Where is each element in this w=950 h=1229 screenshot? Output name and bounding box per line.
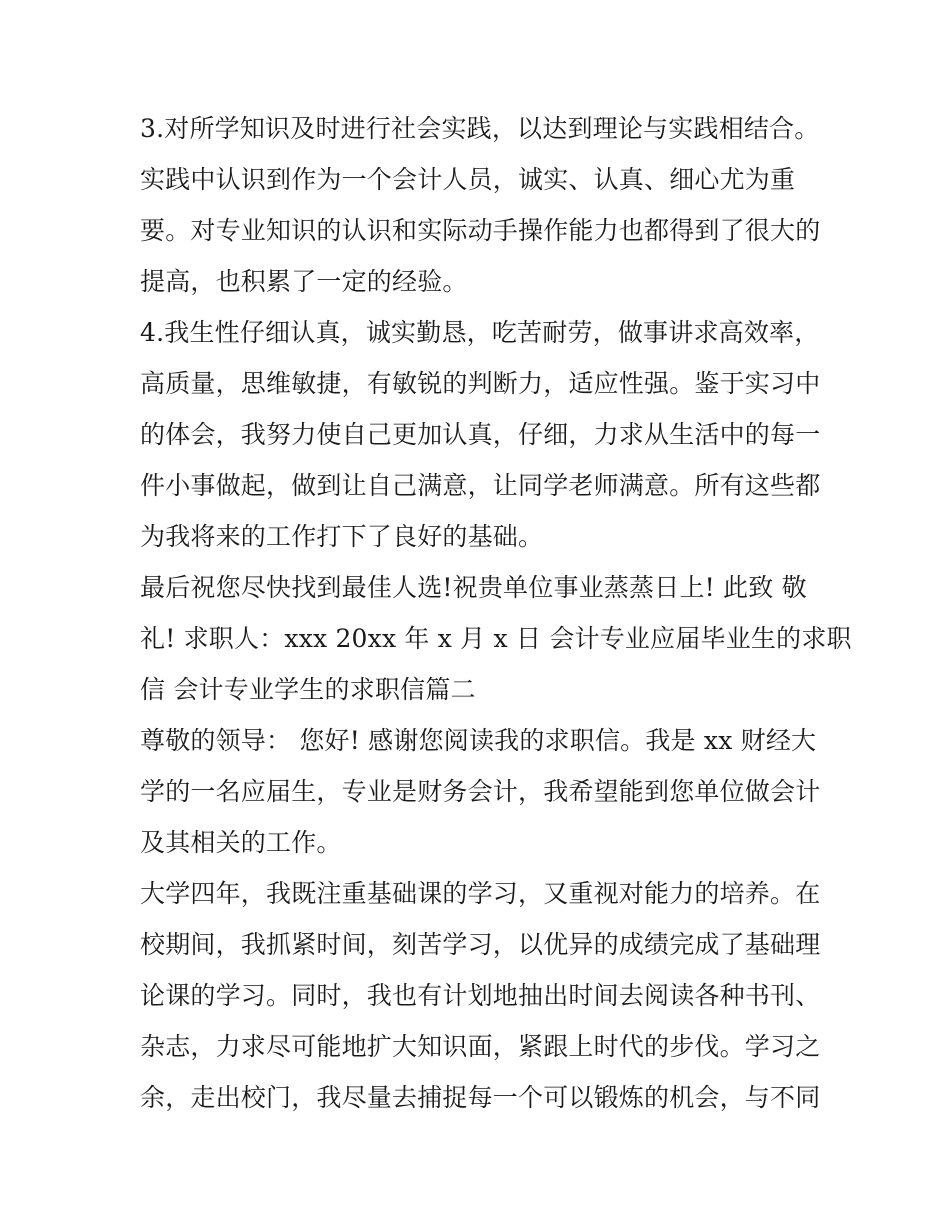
text-line: 要。对专业知识的认识和实际动手操作能力也都得到了很大的 [140,216,821,245]
text-line: 4.我生性仔细认真，诚实勤恳，吃苦耐劳，做事讲求高效率， [140,318,820,347]
text-line: 及其相关的工作。 [140,828,342,857]
text-line: 大学四年，我既注重基础课的学习，又重视对能力的培养。在 [140,879,821,908]
text-line: 3.对所学知识及时进行社会实践，以达到理论与实践相结合。 [140,114,820,143]
text-line: 礼! 求职人：xxx 20xx 年 x 月 x 日 会计专业应届毕业生的求职 [140,624,852,653]
text-line: 最后祝您尽快找到最佳人选!祝贵单位事业蒸蒸日上! 此致 敬 [140,573,807,602]
text-line: 校期间，我抓紧时间，刻苦学习，以优异的成绩完成了基础理 [140,930,821,959]
body-text [140,103,852,1123]
text-line: 信 会计专业学生的求职信篇二 [140,675,476,704]
text-line: 提高，也积累了一定的经验。 [140,267,468,296]
text-line: 的体会，我努力使自己更加认真，仔细，力求从生活中的每一 [140,420,821,449]
text-line: 杂志，力求尽可能地扩大知识面，紧跟上时代的步伐。学习之 [140,1032,821,1061]
text-line: 学的一名应届生，专业是财务会计，我希望能到您单位做会计 [140,777,821,806]
text-line: 件小事做起，做到让自己满意，让同学老师满意。所有这些都 [140,471,821,500]
text-line: 尊敬的领导： 您好! 感谢您阅读我的求职信。我是 xx 财经大 [140,726,817,755]
text-line: 余，走出校门，我尽量去捕捉每一个可以锻炼的机会，与不同 [140,1083,821,1112]
text-line: 实践中认识到作为一个会计人员，诚实、认真、细心尤为重 [140,165,796,194]
text-line: 为我将来的工作打下了良好的基础。 [140,522,544,551]
text-line: 高质量，思维敏捷，有敏锐的判断力，适应性强。鉴于实习中 [140,369,821,398]
text-line: 论课的学习。同时，我也有计划地抽出时间去阅读各种书刊、 [140,981,821,1010]
